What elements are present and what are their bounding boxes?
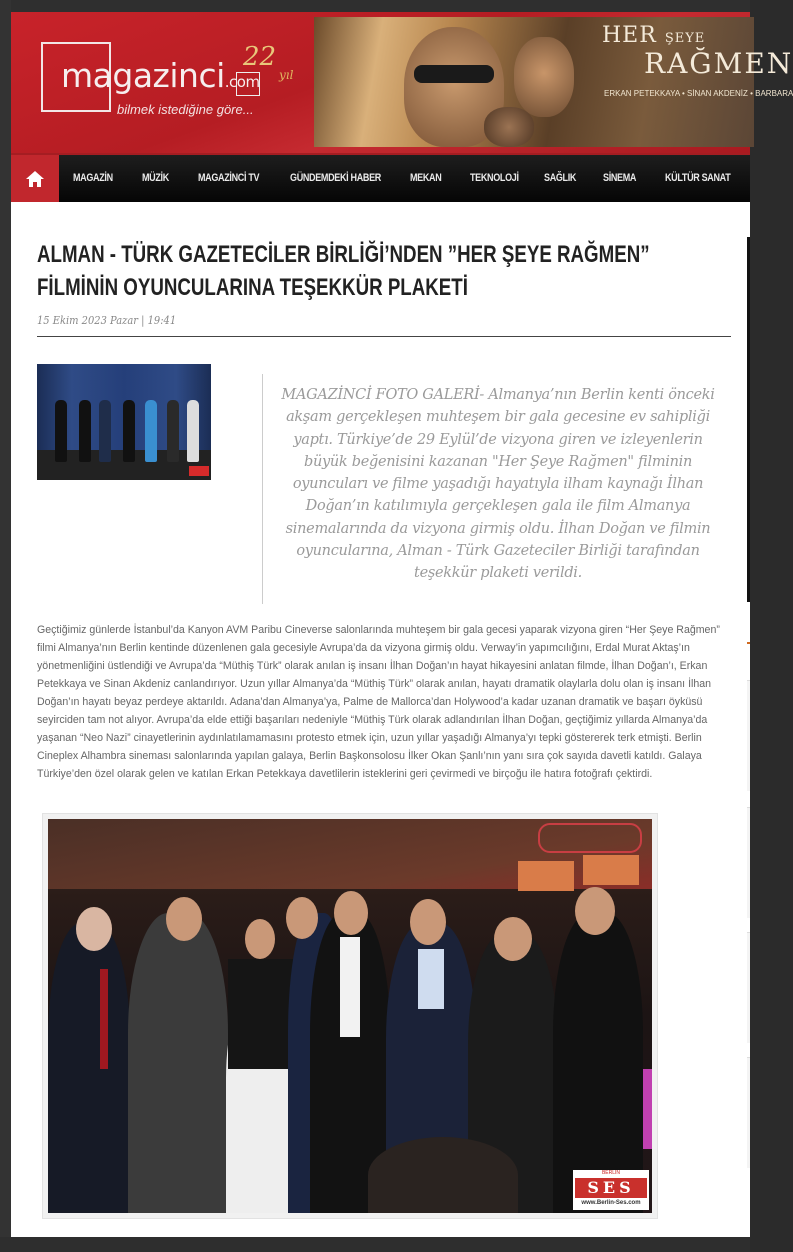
sidebar-ad-strip[interactable] [747,237,750,602]
site-header [11,12,793,153]
article-title: ALMAN - TÜRK GAZETECİLER BİRLİĞİ’NDEN ”HER ŞEYE RAĞMEN” FİLMİNİN OYUNCULARINA TEŞEKKÜR PLAKETİ [37,241,650,301]
nav-item-sinema[interactable]: SİNEMA [603,172,637,184]
window-bottom-bar [0,1237,750,1252]
banner-actor-image [514,37,574,117]
logo-anniversary-label: yıl [279,68,294,82]
nav-item-muzik[interactable]: MÜZİK [142,172,169,184]
window-top-frame [0,0,750,12]
gala-group-photo [48,819,652,1213]
gallery-thumbnail[interactable] [37,364,211,480]
nav-item-kultur-sanat[interactable]: KÜLTÜR SANAT [665,172,731,184]
logo-anniversary: 22 [243,42,277,72]
banner-title-line1: HER ŞEYE [602,23,706,48]
article-content [11,202,750,1237]
article-date: 15 Ekim 2023 Pazar | 19:41 [37,314,177,327]
movie-banner-ad[interactable] [314,17,793,147]
window-left-frame [0,0,11,1252]
nav-home-button[interactable] [11,155,59,202]
nav-item-magazinci-tv[interactable]: MAGAZİNCİ TV [198,172,260,184]
logo-tagline: bilmek istediğine göre... [117,102,254,117]
berlin-ses-watermark: BERLIN SES www.Berlin-Ses.com [573,1170,649,1210]
thumbnail-watermark [189,466,209,476]
banner-title-line2: RAĞMEN [644,47,793,80]
article-photo[interactable] [42,813,658,1219]
main-nav [11,153,750,202]
logo-wordmark: magazinci.com [61,56,260,95]
lead-divider [262,374,263,604]
title-divider [37,336,731,337]
home-icon [25,169,45,189]
nav-item-saglik[interactable]: SAĞLIK [544,172,577,184]
logo-small-square [236,72,260,96]
banner-sunglasses [414,65,494,83]
article-body: Geçtiğimiz günlerde İstanbul’da Kanyon AVM Paribu Cineverse salonlarında muhteşem bir gala gecesi yaparak vizyona giren “Her Şeye Rağmen” filmi Almanya’nın Berlin kentinde düzenlenen gala gecesiyle Avrupa’da da vizyona girmiş oldu. Verway’in yapımcılığını, Erdal Murat Aktaş’ın yönetmenliğini üstlendiği ve Avrupa’da “Müthiş Türk” olarak anılan iş insanı İlhan Doğan’ın hayat hikayesini anlatan filmde, İlhan Doğan’ı, Erkan Petekkaya ve Sinan Akdeniz canlandırıyor. Uzun yıllar Almanya’da “Müthiş Türk” olarak anılan, hayatı dramatik olaylarla dolu olan iş insanı İlhan Doğan’ın hayatı beyaz perdeye aktarıldı. Adana’dan Almanya’ya, Palme de Mallorca’dan Holywood’a kadar uzanan dramatik ve başarı öyküsü seyirciden tam not alıyor. Avrupa’da elde ettiği başarıları nedeniyle “Müthiş Türk olarak adlandırılan İlhan Doğan, geçtiğimiz yıllarda Almanya’da yaşanan “Neo Nazi” cinayetlerinin aydınlatılamamasını protesto etmek için, uzun yıllar yaşadığı Almanya’yı tepki göstererek terk etmişti. Berlin Cineplex Alhambra sineması salonlarında yapılan galaya, Berlin Başkonsolosu İlker Okan Şanlı’nın yanı sıra çok sayıda davetli katıldı. Galaya Türkiye’den özel olarak gelen ve katılan Erkan Petekkaya davetlilerin isteklerini geri çevirmedi ve birçoğu ile hatıra fotoğrafı çektirdi. [37,624,720,780]
article-lead: MAGAZİNCİ FOTO GALERİ- Almanya’nın Berlin kenti önceki akşam gerçekleşen muhteşem bir gala gecesine ev sahipliği yaptı. Türkiye’de 29 Eylül’de vizyona giren ve izleyenlerin büyük beğenisini kazanan "Her Şeye Rağmen" filminin oyuncuları ve filme yaşadığı hayatıyla ilham kaynağı İlhan Doğan’ın katılımıyla gerçekleşen gala ile film Almanya sinemalarında da vizyona girmiş oldu. İlhan Doğan ve filmin oyuncularına, Alman - Türk Gazeteciler Birliği tarafından teşekkür plaketi verildi. [281,387,715,582]
banner-actor-image [484,107,534,147]
sidebar-widgets [747,642,750,1232]
nav-item-mekan[interactable]: MEKAN [410,172,442,184]
banner-cast: ERKAN PETEKKAYA • SİNAN AKDENİZ • BARBARA [604,89,793,98]
nav-item-gundemdeki-haber[interactable]: GÜNDEMDEKİ HABER [290,172,381,184]
nav-item-teknoloji[interactable]: TEKNOLOJİ [470,172,519,184]
nav-item-magazin[interactable]: MAGAZİN [73,172,113,184]
